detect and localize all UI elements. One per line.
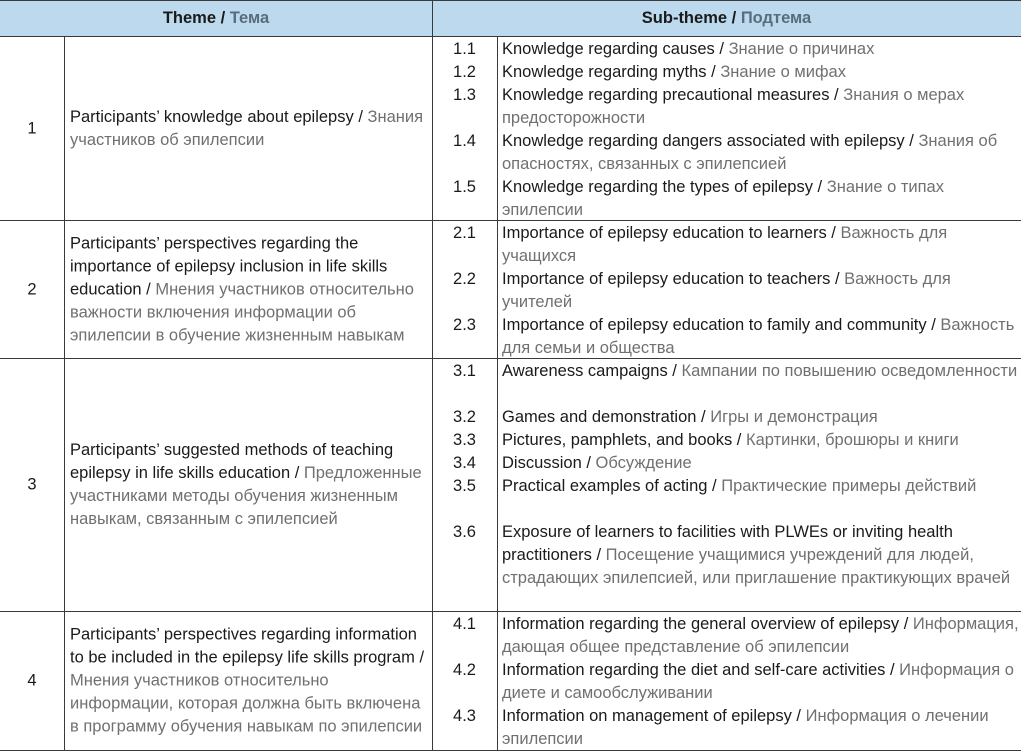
subtheme-number: 4.3 bbox=[453, 707, 476, 725]
subtheme-en: Knowledge regarding causes bbox=[502, 40, 715, 58]
subtheme-en: Knowledge regarding precautional measures bbox=[502, 86, 830, 104]
theme-text: Participants’ perspectives regarding information to be included in the epilepsy life skills program / Мнения участников относительно информации, которая должна быть включена в программу обучения навыкам по эпилепсии bbox=[70, 625, 425, 736]
subtheme-item bbox=[432, 613, 1021, 659]
subtheme-text: Awareness campaigns / Кампании по повышению осведомленности bbox=[502, 362, 1018, 380]
subtheme-text: Games and demonstration / Игры и демонстрация bbox=[502, 408, 878, 426]
subtheme-number: 3.5 bbox=[453, 477, 476, 495]
subtheme-ru: Практические примеры действий bbox=[721, 477, 977, 495]
theme-text: Participants’ knowledge about epilepsy / Знания участников об эпилепсии bbox=[70, 107, 424, 149]
subtheme-en: Importance of epilepsy education to family and community bbox=[502, 316, 927, 334]
theme-text: Participants’ perspectives regarding the importance of epilepsy inclusion in life skills education / Мнения участников относительно важности включения информации об эпилепсии в обучение жизненным навыкам bbox=[70, 234, 414, 344]
subtheme-number: 3.2 bbox=[453, 408, 476, 426]
subtheme-item bbox=[432, 314, 1021, 360]
header-subtheme-ru: Подтема bbox=[740, 9, 812, 27]
subtheme-text: Knowledge regarding the types of epilepsy / Знание о типах эпилепсии bbox=[502, 178, 944, 219]
subtheme-en: Information regarding the diet and self-care activities bbox=[502, 661, 886, 679]
header-theme-en: Theme bbox=[162, 9, 217, 27]
subtheme-number: 1.1 bbox=[453, 40, 476, 58]
subtheme-text: Importance of epilepsy education to learners / Важность для учащихся bbox=[502, 224, 948, 265]
theme-en: Participants’ perspectives regarding information to be included in the epilepsy life skills program bbox=[70, 625, 417, 667]
table-row bbox=[0, 221, 1021, 359]
subtheme-ru: Знания об опасностях, связанных с эпилепсией bbox=[502, 132, 998, 173]
subtheme-text: Information regarding the diet and self-care activities / Информация о диете и самообслуживании bbox=[502, 661, 1014, 702]
subtheme-item bbox=[432, 360, 1021, 383]
subtheme-number: 2.3 bbox=[453, 316, 476, 334]
theme-en: Participants’ suggested methods of teaching epilepsy in life skills education bbox=[70, 441, 394, 482]
subtheme-number: 2.1 bbox=[453, 224, 476, 242]
theme-ru: Мнения участников относительно важности включения информации об эпилепсии в обучение жизненным навыкам bbox=[70, 280, 414, 344]
subtheme-ru: Знание о типах эпилепсии bbox=[502, 178, 944, 219]
subtheme-en: Knowledge regarding myths bbox=[502, 63, 707, 81]
subtheme-number: 4.2 bbox=[453, 661, 476, 679]
subtheme-ru: Важность для семьи и общества bbox=[502, 316, 1015, 357]
subtheme-ru: Информация о диете и самообслуживании bbox=[502, 661, 1014, 702]
subtheme-en: Importance of epilepsy education to learners bbox=[502, 224, 827, 242]
subtheme-en: Awareness campaigns bbox=[502, 362, 668, 380]
header-subtheme bbox=[432, 1, 1021, 36]
subtheme-number: 1.2 bbox=[453, 63, 476, 81]
subtheme-item bbox=[432, 222, 1021, 268]
subtheme-item bbox=[432, 130, 1021, 176]
subtheme-ru: Знание о мифах bbox=[720, 63, 846, 81]
subtheme-en: Discussion bbox=[502, 454, 582, 472]
table-row bbox=[0, 37, 1021, 221]
theme-number: 2 bbox=[27, 280, 37, 298]
subtheme-ru: Информация о лечении эпилепсии bbox=[502, 707, 989, 748]
subtheme-ru: Посещение учащимися учреждений для людей, страдающих эпилепсией, или приглашение практикующих врачей bbox=[502, 546, 1011, 587]
subtheme-text: Knowledge regarding causes / Знание о причинах bbox=[502, 40, 875, 58]
subtheme-text: Exposure of learners to facilities with PLWEs or inviting health practitioners / Посещение учащимися учреждений для людей, страдающих эпилепсией, или приглашение практикующих врачей bbox=[502, 523, 1011, 587]
subtheme-text: Information on management of epilepsy / Информация о лечении эпилепсии bbox=[502, 707, 989, 748]
header-subtheme-en: Sub-theme bbox=[641, 9, 728, 27]
subtheme-item bbox=[432, 176, 1021, 222]
theme-number: 1 bbox=[27, 119, 37, 137]
theme-ru: Предложенные участниками методы обучения жизненным навыкам, связанным с эпилепсией bbox=[70, 464, 422, 528]
theme-en: Participants’ perspectives regarding the importance of epilepsy inclusion in life skills education bbox=[70, 234, 388, 298]
subtheme-en: Games and demonstration bbox=[502, 408, 697, 426]
table-row bbox=[0, 612, 1021, 751]
subtheme-en: Information on management of epilepsy bbox=[502, 707, 792, 725]
theme-number: 3 bbox=[27, 475, 37, 494]
subtheme-number: 1.3 bbox=[453, 86, 476, 104]
subtheme-item bbox=[432, 38, 1021, 61]
subtheme-ru: Обсуждение bbox=[595, 454, 692, 472]
subtheme-number: 1.5 bbox=[453, 178, 476, 196]
subtheme-ru: Знание о причинах bbox=[728, 40, 875, 58]
column-divider bbox=[64, 37, 65, 220]
subtheme-en: Knowledge regarding dangers associated with epilepsy bbox=[502, 132, 905, 150]
subtheme-item bbox=[432, 475, 1021, 498]
subtheme-number: 2.2 bbox=[453, 270, 476, 288]
column-divider bbox=[64, 221, 65, 358]
subtheme-item bbox=[432, 452, 1021, 475]
subtheme-ru: Важность для учителей bbox=[502, 270, 951, 311]
subtheme-item bbox=[432, 429, 1021, 452]
subtheme-text: Pictures, pamphlets, and books / Картинки, брошюры и книги bbox=[502, 431, 959, 449]
subtheme-ru: Картинки, брошюры и книги bbox=[745, 431, 959, 449]
subtheme-text: Discussion / Обсуждение bbox=[502, 454, 692, 472]
subtheme-text: Practical examples of acting / Практические примеры действий bbox=[502, 477, 977, 495]
column-divider bbox=[64, 612, 65, 750]
subtheme-item bbox=[432, 659, 1021, 705]
subtheme-ru: Важность для учащихся bbox=[502, 224, 948, 265]
subtheme-item bbox=[432, 61, 1021, 84]
theme-ru: Знания участников об эпилепсии bbox=[70, 107, 424, 149]
subtheme-text: Knowledge regarding myths / Знание о мифах bbox=[502, 63, 846, 81]
subtheme-text: Knowledge regarding precautional measures / Знания о мерах предосторожности bbox=[502, 86, 965, 127]
subtheme-item bbox=[432, 268, 1021, 314]
subtheme-text: Information regarding the general overview of epilepsy / Информация, дающая общее представление об эпилепсии bbox=[502, 615, 1019, 656]
subtheme-item bbox=[432, 521, 1021, 590]
theme-number: 4 bbox=[27, 671, 37, 690]
subtheme-text: Importance of epilepsy education to family and community / Важность для семьи и общества bbox=[502, 316, 1015, 357]
subtheme-ru: Знания о мерах предосторожности bbox=[502, 86, 965, 127]
subtheme-text: Knowledge regarding dangers associated with epilepsy / Знания об опасностях, связанных с эпилепсией bbox=[502, 132, 998, 173]
subtheme-number: 3.1 bbox=[453, 362, 476, 380]
header-subtheme-separator: / bbox=[727, 9, 741, 27]
theme-text: Participants’ suggested methods of teaching epilepsy in life skills education / Предложенные участниками методы обучения жизненным навыкам, связанным с эпилепсией bbox=[70, 441, 422, 528]
header-theme bbox=[0, 1, 433, 36]
subtheme-en: Importance of epilepsy education to teachers bbox=[502, 270, 831, 288]
subtheme-en: Knowledge regarding the types of epilepsy bbox=[502, 178, 813, 196]
subtheme-item bbox=[432, 84, 1021, 130]
subtheme-number: 3.4 bbox=[453, 454, 476, 472]
subtheme-number: 4.1 bbox=[453, 615, 476, 633]
subtheme-en: Pictures, pamphlets, and books bbox=[502, 431, 733, 449]
subtheme-number: 1.4 bbox=[453, 132, 476, 150]
header-theme-separator: / bbox=[216, 9, 230, 27]
subtheme-en: Exposure of learners to facilities with PLWEs or inviting health practitioners bbox=[502, 523, 953, 564]
subtheme-number: 3.6 bbox=[453, 523, 476, 541]
theme-en: Participants’ knowledge about epilepsy bbox=[70, 107, 354, 126]
header-theme-ru: Тема bbox=[229, 9, 270, 27]
theme-ru: Мнения участников относительно информации, которая должна быть включена в программу обучения навыкам по эпилепсии bbox=[70, 671, 423, 736]
subtheme-item bbox=[432, 705, 1021, 751]
subtheme-en: Information regarding the general overview of epilepsy bbox=[502, 615, 900, 633]
column-divider bbox=[64, 359, 65, 611]
subtheme-en: Practical examples of acting bbox=[502, 477, 708, 495]
table-row bbox=[0, 359, 1021, 612]
subtheme-ru: Игры и демонстрация bbox=[710, 408, 878, 426]
subtheme-number: 3.3 bbox=[453, 431, 476, 449]
subtheme-item bbox=[432, 406, 1021, 429]
subtheme-text: Importance of epilepsy education to teachers / Важность для учителей bbox=[502, 270, 951, 311]
subtheme-ru: Кампании по повышению осведомленности bbox=[681, 362, 1018, 380]
subtheme-ru: Информация, дающая общее представление об эпилепсии bbox=[502, 615, 1019, 656]
table-header bbox=[0, 0, 1021, 37]
